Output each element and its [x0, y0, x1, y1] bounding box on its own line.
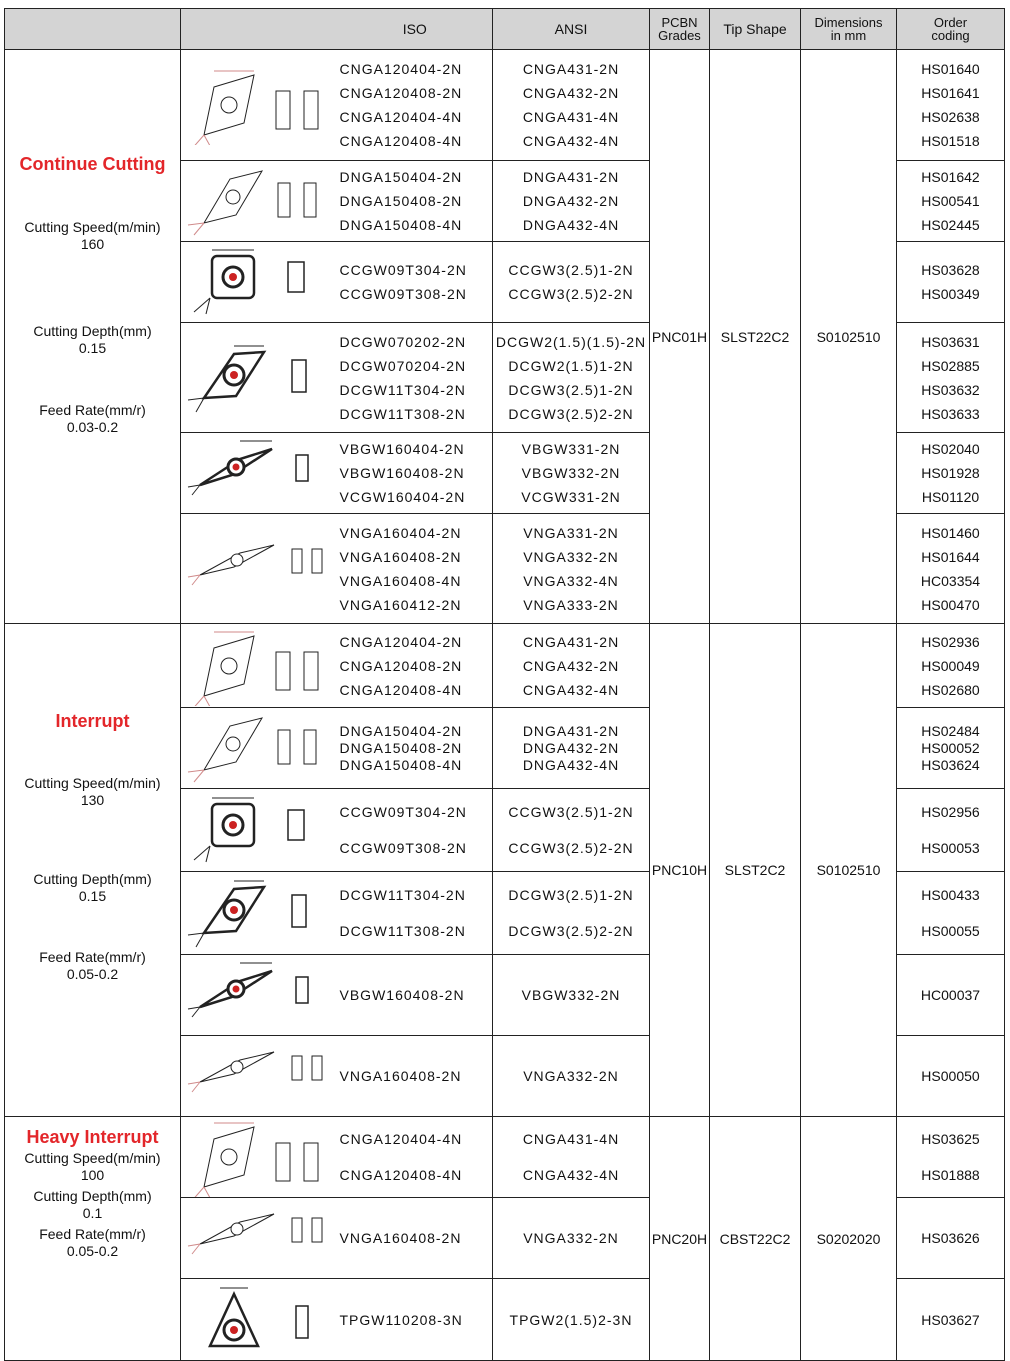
vnga-insert-icon: [184, 1198, 334, 1278]
order-code: HS02885: [921, 357, 980, 374]
iso-cell: [338, 955, 493, 1036]
param-label: Cutting Depth(mm): [33, 1188, 152, 1204]
iso-code: DNGA150408-4N: [339, 756, 463, 773]
ansi-cell: [493, 1117, 650, 1198]
iso-code: CNGA120404-2N: [339, 633, 463, 650]
param-label: Cutting Depth(mm): [33, 323, 152, 339]
iso-code: DNGA150408-4N: [339, 217, 463, 233]
iso-cell: [338, 50, 493, 161]
header-grades-line2: Grades: [658, 28, 701, 43]
insert-catalog-sheet: [4, 8, 1004, 1361]
dcgw-insert-icon: [184, 338, 334, 418]
section-title: Interrupt: [55, 711, 130, 731]
ansi-code: CCGW3(2.5)2-2N: [508, 286, 634, 302]
order-code: HS00049: [921, 657, 980, 674]
cnga-insert-icon: [184, 65, 334, 145]
order-code: HS00433: [921, 887, 980, 903]
cutting-condition-cell: [5, 624, 181, 1117]
iso-code: CCGW09T304-2N: [339, 804, 467, 820]
ansi-code: VBGW332-2N: [521, 987, 621, 1003]
section-title: Heavy Interrupt: [26, 1127, 159, 1147]
vbgw-insert-icon: [184, 955, 334, 1035]
insert-drawing-cell: [181, 955, 338, 1036]
iso-cell: [338, 1279, 493, 1361]
param-label: Cutting Depth(mm): [33, 871, 152, 887]
order-code: HS01640: [921, 61, 980, 77]
vnga-insert-icon: [184, 1036, 334, 1116]
iso-code: TPGW110208-3N: [339, 1311, 463, 1328]
iso-code: CNGA120408-4N: [339, 1167, 463, 1183]
iso-code: DNGA150408-2N: [339, 739, 463, 756]
iso-cell: [338, 161, 493, 242]
iso-code: DNGA150404-2N: [339, 722, 463, 739]
header-dims-line1: Dimensions: [814, 15, 883, 30]
iso-code: CNGA120408-2N: [339, 85, 463, 101]
ansi-code: CNGA432-4N: [522, 1167, 620, 1183]
order-code: HS00349: [921, 286, 980, 302]
order-code: HS02936: [921, 633, 980, 650]
iso-cell: [338, 789, 493, 872]
order-code: HS02040: [921, 441, 980, 457]
ccgw-insert-icon: [184, 242, 334, 322]
pcbn-insert-table: [4, 8, 1005, 1361]
insert-drawing-cell: [181, 433, 338, 514]
header-dimensions: [801, 9, 897, 50]
ansi-code: CCGW3(2.5)2-2N: [508, 840, 634, 856]
insert-group-row: [5, 624, 1005, 708]
ccgw-insert-icon: [184, 790, 334, 870]
header-condition: [5, 9, 181, 50]
iso-cell: [338, 1117, 493, 1198]
iso-code: VBGW160408-2N: [339, 987, 465, 1003]
order-code-cell: [897, 1117, 1005, 1198]
ansi-code: CNGA432-2N: [522, 85, 620, 101]
iso-cell: [338, 514, 493, 624]
ansi-cell: [493, 1279, 650, 1361]
iso-code: DNGA150404-2N: [339, 169, 463, 185]
ansi-code: DNGA432-2N: [522, 193, 620, 209]
iso-code: CNGA120408-2N: [339, 657, 463, 674]
order-code-cell: [897, 1036, 1005, 1117]
ansi-code: TPGW2(1.5)2-3N: [509, 1311, 633, 1328]
order-code: HS03631: [921, 333, 980, 350]
order-code: HS00541: [921, 193, 980, 209]
insert-group-row: [5, 50, 1005, 161]
ansi-code: DCGW3(2.5)1-2N: [508, 381, 634, 398]
insert-drawing-cell: [181, 708, 338, 789]
ansi-code: DCGW3(2.5)1-2N: [508, 887, 634, 903]
ansi-code: CNGA432-4N: [522, 681, 620, 698]
ansi-code: VNGA332-2N: [523, 1068, 619, 1084]
tpgw-insert-icon: [184, 1280, 334, 1360]
vnga-insert-icon: [184, 529, 334, 609]
iso-code: CNGA120408-4N: [339, 133, 463, 149]
insert-drawing-cell: [181, 1279, 338, 1361]
iso-cell: [338, 624, 493, 708]
ansi-code: VCGW331-2N: [521, 489, 621, 505]
ansi-code: DNGA432-2N: [522, 739, 620, 756]
param-label: Feed Rate(mm/r): [39, 949, 146, 965]
order-code: HS01928: [921, 465, 980, 481]
order-code: HS03632: [921, 381, 980, 398]
param-label: Cutting Speed(m/min): [24, 1150, 161, 1166]
ansi-cell: [493, 789, 650, 872]
insert-drawing-cell: [181, 1036, 338, 1117]
iso-cell: [338, 872, 493, 955]
order-code: HS01642: [921, 169, 980, 185]
iso-code: CCGW09T308-2N: [339, 840, 467, 856]
iso-code: DCGW070202-2N: [339, 333, 467, 350]
ansi-code: VNGA333-2N: [523, 596, 619, 613]
iso-code: VBGW160408-2N: [339, 465, 465, 481]
order-code: HS01888: [921, 1167, 980, 1183]
order-code: HC00037: [920, 987, 981, 1003]
ansi-code: VNGA332-2N: [523, 1230, 619, 1246]
iso-code: CNGA120408-4N: [339, 681, 463, 698]
ansi-cell: [493, 955, 650, 1036]
param-value: 100: [80, 1167, 105, 1183]
param-label: Feed Rate(mm/r): [39, 1226, 146, 1242]
param-value: 0.15: [78, 340, 107, 356]
ansi-cell: [493, 624, 650, 708]
insert-drawing-cell: [181, 323, 338, 433]
order-code-cell: [897, 708, 1005, 789]
order-code: HC03354: [920, 572, 981, 589]
header-grades-line1: PCBN: [661, 15, 698, 30]
iso-cell: [338, 1036, 493, 1117]
dimensions-cell: S0102510: [801, 50, 897, 624]
ansi-code: DNGA432-4N: [522, 217, 620, 233]
order-code: HS01644: [921, 548, 980, 565]
vbgw-insert-icon: [184, 433, 334, 513]
iso-cell: [338, 242, 493, 323]
iso-code: CNGA120404-4N: [339, 1131, 463, 1147]
iso-code: CNGA120404-4N: [339, 109, 463, 125]
iso-code: VNGA160408-2N: [339, 1230, 462, 1246]
ansi-cell: [493, 1036, 650, 1117]
dimensions-cell: S0102510: [801, 624, 897, 1117]
iso-code: DCGW070204-2N: [339, 357, 467, 374]
iso-code: VNGA160408-4N: [339, 572, 462, 589]
pcbn-grade-cell: PNC20H: [650, 1117, 710, 1361]
insert-drawing-cell: [181, 624, 338, 708]
ansi-code: VBGW331-2N: [521, 441, 621, 457]
order-code: HS00050: [921, 1068, 980, 1084]
order-code: HS01460: [921, 524, 980, 541]
order-code-cell: [897, 955, 1005, 1036]
iso-code: DCGW11T308-2N: [339, 923, 466, 939]
iso-cell: [338, 433, 493, 514]
order-code: HS00055: [921, 923, 980, 939]
iso-code: VCGW160404-2N: [339, 489, 466, 505]
iso-code: CCGW09T308-2N: [339, 286, 467, 302]
ansi-cell: [493, 514, 650, 624]
iso-code: DNGA150408-2N: [339, 193, 463, 209]
order-code: HS01120: [921, 489, 980, 505]
order-code: HS03624: [921, 756, 980, 773]
order-code: HS02680: [921, 681, 980, 698]
ansi-cell: [493, 433, 650, 514]
order-code-cell: [897, 1198, 1005, 1279]
order-code-cell: [897, 323, 1005, 433]
ansi-code: VNGA332-2N: [523, 548, 619, 565]
ansi-cell: [493, 50, 650, 161]
iso-cell: [338, 708, 493, 789]
iso-code: VNGA160408-2N: [339, 1068, 462, 1084]
iso-code: VBGW160404-2N: [339, 441, 465, 457]
header-tip-shape: Tip Shape: [710, 9, 801, 50]
cnga-insert-icon: [184, 1117, 334, 1197]
header-order-line2: coding: [931, 28, 970, 43]
ansi-code: CNGA431-2N: [522, 633, 620, 650]
pcbn-grade-cell: PNC10H: [650, 624, 710, 1117]
tip-shape-cell: CBST22C2: [710, 1117, 801, 1361]
insert-group-row: [5, 1117, 1005, 1198]
ansi-code: CNGA432-4N: [522, 133, 620, 149]
header-order-line1: Order: [933, 15, 968, 30]
iso-code: DCGW11T308-2N: [339, 405, 466, 422]
dnga-insert-icon: [184, 161, 334, 241]
order-code: HS02484: [921, 722, 980, 739]
order-code: HS03627: [921, 1311, 980, 1328]
tip-shape-cell: SLST22C2: [710, 50, 801, 624]
ansi-code: DCGW3(2.5)2-2N: [508, 405, 634, 422]
ansi-code: DCGW2(1.5)(1.5)-2N: [495, 333, 647, 350]
insert-drawing-cell: [181, 789, 338, 872]
param-value: 0.1: [82, 1205, 103, 1221]
order-code: HS00053: [921, 840, 980, 856]
order-code: HS03633: [921, 405, 980, 422]
ansi-code: CNGA431-4N: [522, 1131, 620, 1147]
ansi-cell: [493, 1198, 650, 1279]
order-code-cell: [897, 242, 1005, 323]
order-code: HS03625: [921, 1131, 980, 1147]
ansi-cell: [493, 872, 650, 955]
param-value: 130: [80, 792, 105, 808]
ansi-code: CCGW3(2.5)1-2N: [508, 262, 634, 278]
insert-drawing-cell: [181, 1117, 338, 1198]
param-value: 0.05-0.2: [66, 966, 119, 982]
ansi-code: CNGA432-2N: [522, 657, 620, 674]
ansi-cell: [493, 242, 650, 323]
param-label: Cutting Speed(m/min): [24, 219, 161, 235]
ansi-cell: [493, 708, 650, 789]
order-code: HS03628: [921, 262, 980, 278]
ansi-code: CCGW3(2.5)1-2N: [508, 804, 634, 820]
ansi-code: DNGA431-2N: [522, 169, 620, 185]
order-code-cell: [897, 789, 1005, 872]
iso-code: VNGA160408-2N: [339, 548, 462, 565]
order-code: HS01518: [921, 133, 980, 149]
order-code-cell: [897, 433, 1005, 514]
insert-drawing-cell: [181, 514, 338, 624]
param-value: 0.15: [78, 888, 107, 904]
iso-code: DCGW11T304-2N: [339, 887, 466, 903]
header-ansi: ANSI: [493, 9, 650, 50]
order-code-cell: [897, 514, 1005, 624]
order-code-cell: [897, 161, 1005, 242]
param-label: Cutting Speed(m/min): [24, 775, 161, 791]
order-code: HS03626: [921, 1230, 980, 1246]
order-code-cell: [897, 624, 1005, 708]
ansi-code: DNGA432-4N: [522, 756, 620, 773]
param-value: 0.05-0.2: [66, 1243, 119, 1259]
order-code: HS00470: [921, 596, 980, 613]
order-code: HS02638: [921, 109, 980, 125]
header-row: [5, 9, 1005, 50]
order-code-cell: [897, 872, 1005, 955]
insert-drawing-cell: [181, 50, 338, 161]
order-code: HS00052: [921, 739, 980, 756]
param-value: 0.03-0.2: [66, 419, 119, 435]
cutting-condition-cell: [5, 50, 181, 624]
header-order-coding: [897, 9, 1005, 50]
order-code: HS02956: [921, 804, 980, 820]
ansi-code: VNGA332-4N: [523, 572, 619, 589]
order-code-cell: [897, 1279, 1005, 1361]
ansi-cell: [493, 323, 650, 433]
tip-shape-cell: SLST2C2: [710, 624, 801, 1117]
dcgw-insert-icon: [184, 873, 334, 953]
param-value: 160: [80, 236, 105, 252]
pcbn-grade-cell: PNC01H: [650, 50, 710, 624]
dnga-insert-icon: [184, 708, 334, 788]
insert-drawing-cell: [181, 161, 338, 242]
iso-code: CNGA120404-2N: [339, 61, 463, 77]
iso-code: VNGA160412-2N: [339, 596, 462, 613]
header-iso: ISO: [338, 9, 493, 50]
ansi-code: DCGW3(2.5)2-2N: [508, 923, 634, 939]
param-label: Feed Rate(mm/r): [39, 402, 146, 418]
header-grades: [650, 9, 710, 50]
ansi-code: VBGW332-2N: [521, 465, 621, 481]
ansi-code: VNGA331-2N: [523, 524, 619, 541]
insert-drawing-cell: [181, 1198, 338, 1279]
ansi-code: DCGW2(1.5)1-2N: [508, 357, 634, 374]
insert-drawing-cell: [181, 872, 338, 955]
header-dims-line2: in mm: [830, 28, 867, 43]
dimensions-cell: S0202020: [801, 1117, 897, 1361]
ansi-code: CNGA431-4N: [522, 109, 620, 125]
iso-cell: [338, 1198, 493, 1279]
ansi-cell: [493, 161, 650, 242]
iso-code: CCGW09T304-2N: [339, 262, 467, 278]
cnga-insert-icon: [184, 626, 334, 706]
ansi-code: CNGA431-2N: [522, 61, 620, 77]
order-code-cell: [897, 50, 1005, 161]
header-image: [181, 9, 338, 50]
iso-cell: [338, 323, 493, 433]
iso-code: VNGA160404-2N: [339, 524, 462, 541]
cutting-condition-cell: [5, 1117, 181, 1361]
iso-code: DCGW11T304-2N: [339, 381, 466, 398]
section-title: Continue Cutting: [19, 154, 166, 174]
order-code: HS02445: [921, 217, 980, 233]
insert-drawing-cell: [181, 242, 338, 323]
order-code: HS01641: [921, 85, 980, 101]
ansi-code: DNGA431-2N: [522, 722, 620, 739]
